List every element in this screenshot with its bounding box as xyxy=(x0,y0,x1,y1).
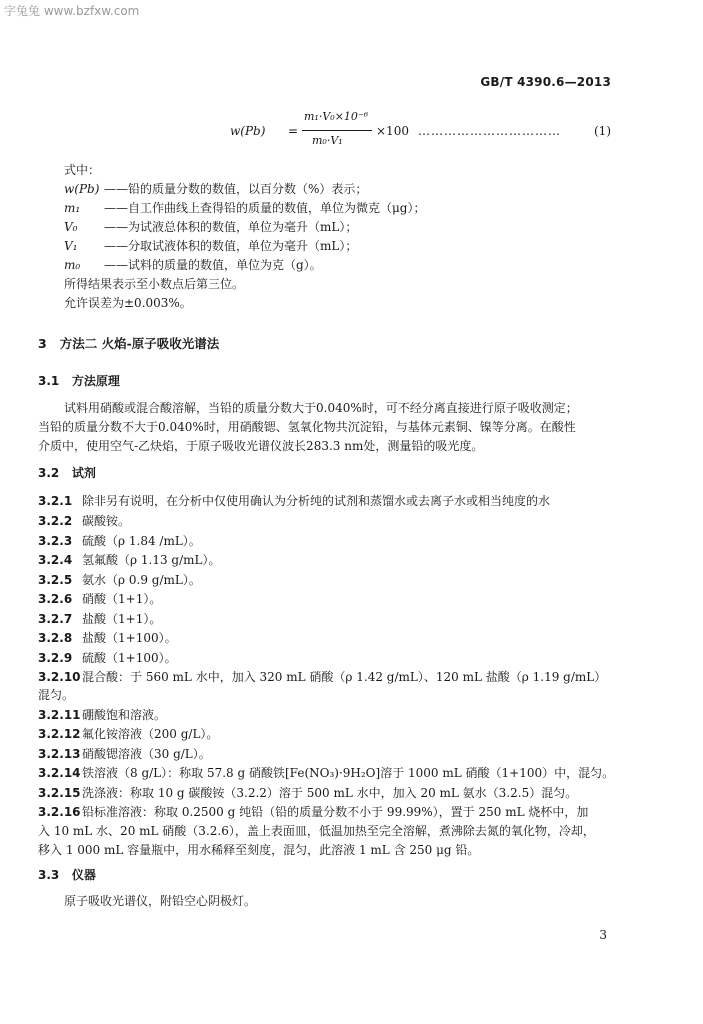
formula-equals: = xyxy=(288,124,299,138)
section-title: 方法原理 xyxy=(71,374,120,388)
reagent-number: 3.2.4 xyxy=(38,553,73,567)
reagent-item xyxy=(38,551,220,568)
reagent-number: 3.2.16 xyxy=(38,805,81,819)
watermark: 字兔兔 www.bzfxw.com xyxy=(4,4,140,18)
reagent-number: 3.2.3 xyxy=(38,534,73,548)
variable-desc: ——试料的质量的数值，单位为克（g）。 xyxy=(104,258,322,272)
reagent-number: 3.2.12 xyxy=(38,727,81,741)
formula-number: (1) xyxy=(594,124,611,138)
formula-times: ×100 xyxy=(376,124,409,138)
reagent-item xyxy=(38,649,177,666)
section-number: 3.2 xyxy=(38,466,60,480)
reagent-number: 3.2.14 xyxy=(38,766,81,780)
formula-numerator: m₁·V₀×10⁻⁶ xyxy=(304,110,369,123)
variable-desc: ——分取试液体积的数值，单位为毫升（mL）； xyxy=(104,239,358,253)
reagent-text: 硫酸（1+100）。 xyxy=(82,651,177,665)
reagent-number: 3.2.15 xyxy=(38,786,81,800)
section-number: 3.1 xyxy=(38,374,60,388)
reagent-number: 3.2.6 xyxy=(38,592,73,606)
reagent-number: 3.2.7 xyxy=(38,612,73,626)
reagent-number: 3.2.2 xyxy=(38,514,73,528)
reagent-item xyxy=(38,725,218,742)
reagent-text: 氢氟酸（ρ 1.13 g/mL）。 xyxy=(82,553,221,567)
reagent-number: 3.2.5 xyxy=(38,573,73,587)
result-note: 所得结果表示至小数点后第三位。 xyxy=(64,277,245,291)
reagent-item xyxy=(38,629,177,646)
reagent-number: 3.2.8 xyxy=(38,631,73,645)
variable-desc: ——为试液总体积的数值，单位为毫升（mL）； xyxy=(104,220,358,234)
reagent-text: 硝酸（1+1）。 xyxy=(82,592,162,606)
section-3-2-heading xyxy=(38,464,96,481)
reagent-number: 3.2.13 xyxy=(38,747,81,761)
variable-row xyxy=(64,257,322,273)
reagent-number: 3.2.1 xyxy=(38,494,73,508)
formula-lhs: w(Pb) xyxy=(230,124,266,138)
reagent-continuation: 移入 1 000 mL 容量瓶中，用水稀释至刻度，混匀，此溶液 1 mL 含 250 μg 铅。 xyxy=(38,843,480,857)
reagent-item xyxy=(38,492,550,509)
reagent-item xyxy=(38,610,161,627)
fraction-bar xyxy=(302,130,372,131)
variable-row xyxy=(64,200,425,216)
formula-denominator: m₀·V₁ xyxy=(312,134,343,147)
reagent-text: 氟化铵溶液（200 g/L）。 xyxy=(82,727,219,741)
page-number: 3 xyxy=(599,928,607,942)
reagent-text: 盐酸（1+1）。 xyxy=(82,612,162,626)
principle-line: 介质中，使用空气-乙炔焰，于原子吸收光谱仪波长283.3 nm处，测量铅的吸光度。 xyxy=(38,439,484,453)
section-title: 仪器 xyxy=(71,868,96,882)
variable-symbol: w(Pb) xyxy=(64,182,100,196)
reagent-text: 除非另有说明，在分析中仅使用确认为分析纯的试剂和蒸馏水或去离子水或相当纯度的水 xyxy=(82,494,551,508)
principle-line: 当铅的质量分数不大于0.040%时，用硝酸锶、氢氧化物共沉淀铅，与基体元素铜、镍等分离。在酸性 xyxy=(38,420,576,434)
variable-row xyxy=(64,238,357,254)
section-number: 3 xyxy=(38,336,47,351)
reagent-text: 盐酸（1+100）。 xyxy=(82,631,177,645)
instrument-text: 原子吸收光谱仪，附铅空心阴极灯。 xyxy=(64,894,257,908)
reagent-text: 铁溶液（8 g/L）：称取 57.8 g 硝酸铁[Fe(NO₃)·9H₂O]溶于 1000 mL 硝酸（1+100）中，混匀。 xyxy=(82,766,615,780)
variable-symbol: m₁ xyxy=(64,201,81,215)
standard-code: GB/T 4390.6—2013 xyxy=(480,75,611,89)
reagent-item xyxy=(38,706,166,723)
reagent-text: 硼酸饱和溶液。 xyxy=(82,708,167,722)
formula-dots: …………………………… xyxy=(418,124,561,138)
variable-symbol: V₀ xyxy=(64,220,78,234)
where-label: 式中： xyxy=(64,163,101,177)
reagent-number: 3.2.10 xyxy=(38,670,81,684)
reagent-item xyxy=(38,745,211,762)
reagent-item xyxy=(38,532,201,549)
reagent-number: 3.2.11 xyxy=(38,708,81,722)
reagent-text: 铅标准溶液：称取 0.2500 g 纯铅（铅的质量分数不小于 99.99%），置于 250 mL 烧杯中，加 xyxy=(82,805,589,819)
section-number: 3.3 xyxy=(38,868,60,882)
formula-1 xyxy=(230,110,620,158)
section-3-1-heading xyxy=(38,372,120,389)
reagent-item xyxy=(38,764,614,781)
variable-desc: ——自工作曲线上查得铅的质量的数值，单位为微克（μg）； xyxy=(104,201,426,215)
section-3-heading xyxy=(38,334,219,352)
variable-row xyxy=(64,219,357,235)
reagent-text: 混合酸：于 560 mL 水中，加入 320 mL 硝酸（ρ 1.42 g/mL）、120 mL 盐酸（ρ 1.19 g/mL） xyxy=(82,670,607,684)
reagent-item xyxy=(38,803,588,820)
reagent-text: 硝酸锶溶液（30 g/L）。 xyxy=(82,747,211,761)
reagent-text: 洗涤液：称取 10 g 碳酸铵（3.2.2）溶于 500 mL 水中，加入 20 mL 氨水（3.2.5）混匀。 xyxy=(82,786,578,800)
reagent-item xyxy=(38,571,201,588)
variable-symbol: V₁ xyxy=(64,239,78,253)
reagent-item xyxy=(38,590,161,607)
reagent-text: 氨水（ρ 0.9 g/mL）。 xyxy=(82,573,201,587)
variable-row xyxy=(64,181,367,197)
section-title: 方法二 火焰-原子吸收光谱法 xyxy=(59,336,220,351)
reagent-continuation: 混匀。 xyxy=(38,688,75,702)
reagent-continuation: 入 10 mL 水、20 mL 硝酸（3.2.6），盖上表面皿，低温加热至完全溶解，煮沸除去氮的氧化物，冷却， xyxy=(38,824,595,838)
reagent-item xyxy=(38,668,606,685)
reagent-number: 3.2.9 xyxy=(38,651,73,665)
reagent-item xyxy=(38,512,130,529)
reagent-item xyxy=(38,784,577,801)
section-3-3-heading xyxy=(38,866,96,883)
principle-line: 试料用硝酸或混合酸溶解，当铅的质量分数大于0.040%时，可不经分离直接进行原子吸收测定； xyxy=(64,401,578,415)
reagent-text: 硫酸（ρ 1.84 /mL）。 xyxy=(82,534,201,548)
variable-symbol: m₀ xyxy=(64,258,81,272)
section-title: 试剂 xyxy=(71,466,96,480)
reagent-text: 碳酸铵。 xyxy=(82,514,131,528)
tolerance-note: 允许误差为±0.003%。 xyxy=(64,296,192,310)
variable-desc: ——铅的质量分数的数值，以百分数（%）表示； xyxy=(104,182,368,196)
